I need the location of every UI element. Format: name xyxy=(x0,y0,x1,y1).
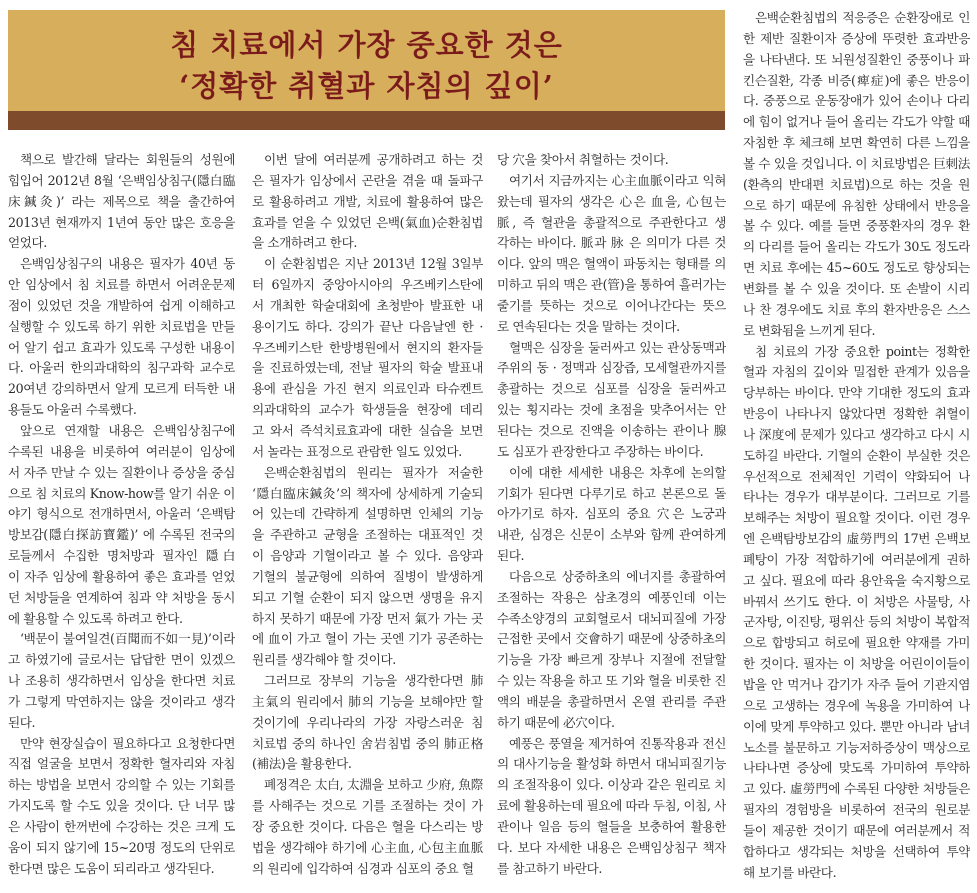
text-line: 된다. xyxy=(497,548,525,564)
paragraph xyxy=(497,338,726,463)
text-line: 로들께서 수집한 명처방과 필자인 隱白 xyxy=(8,548,235,564)
paragraph xyxy=(497,171,726,338)
text-line: 으로 합방되고 허로에 필요한 약재를 가미 xyxy=(743,635,970,651)
text-line: 책으로 발간해 달라는 회원들의 성원에 xyxy=(20,152,235,167)
text-line: 된다는 것으로 진액을 이송하는 관이나 腺 xyxy=(497,422,726,438)
text-line: 脈, 즉 혈관을 총괄적으로 주관한다고 생 xyxy=(497,214,726,230)
text-line: 면 치료 후에는 45~60도 정도로 향상되는 xyxy=(743,260,970,276)
text-line: 다. 보다 자세한 내용은 은백임상침구 책자 xyxy=(497,839,726,855)
text-line: 를 참고하기 바란다. xyxy=(497,860,602,876)
text-line: 효과를 얻을 수 있었던 은백(氣血)순환침법 xyxy=(252,214,483,230)
text-line: 합하다고 생각되는 처방을 선택하여 투약 xyxy=(743,843,970,859)
text-line: 으로 침 치료의 Know-how를 알기 쉬운 이 xyxy=(8,485,235,501)
text-line: 있는 횡지라는 것에 초점을 맞추어서는 안 xyxy=(497,402,726,418)
text-line: 밥을 안 먹거나 감기가 자주 들어 기관지염 xyxy=(743,677,970,692)
text-line: 은백순환침법의 원리는 필자가 저술한 xyxy=(264,464,483,480)
headline-banner xyxy=(8,10,725,130)
text-line: 하는 방법을 보면서 강의할 수 있는 기회를 xyxy=(8,777,235,793)
text-line: 가 그렇게 막연하지는 않을 것이라고 생각 xyxy=(8,693,235,709)
text-line: 수록된 내용을 비롯하여 여러분이 임상에 xyxy=(8,443,235,459)
text-line: 이에 대한 세세한 내용은 차후에 논의할 xyxy=(509,464,726,480)
text-line: 은백순환침법의 적응증은 순환장애로 인 xyxy=(755,10,970,25)
text-line: 직접 얼굴을 보면서 정확한 혈자리와 자침 xyxy=(8,756,235,772)
text-line: 료에 활용하는데 필요에 따라 두침, 이침, 사 xyxy=(497,798,726,814)
text-line: 다. 아울러 한의과대학의 침구과학 교수로 xyxy=(8,360,235,376)
text-line: 로 변화됨을 느끼게 된다. xyxy=(743,322,876,338)
text-line: 여기서 지금까지는 心主血脈이라고 익혀 xyxy=(509,172,726,188)
text-line: 만약 현장실습이 필요하다고 요청한다면 xyxy=(20,735,235,751)
text-line: 필자의 경험방을 비롯하여 전국의 원로분 xyxy=(743,802,970,818)
text-line: 다음으로 상중하초의 에너지를 총괄하여 xyxy=(509,568,726,584)
text-line: 줄기를 뜻하는 것으로 이어나간다는 뜻으 xyxy=(497,297,726,313)
paragraph xyxy=(743,342,970,884)
text-line: 한 제반 질환이자 증상에 뚜렷한 효과반응 xyxy=(743,30,970,46)
paragraph xyxy=(252,671,483,775)
text-line: 움이 되지 않기에 15~20명 정도의 단위로 xyxy=(8,839,235,855)
text-line: 나 深度에 문제가 있다고 생각하고 다시 시 xyxy=(743,426,970,442)
text-line: (補法)을 활용한다. xyxy=(252,756,352,772)
headline-underbar xyxy=(8,111,725,130)
text-line: 은백임상침구의 내용은 필자가 40년 동 xyxy=(20,256,235,272)
paragraph xyxy=(497,150,726,171)
text-line: 타나는 경우가 대부분이다. 그러므로 기를 xyxy=(743,489,970,505)
text-line: 보해주는 처방이 필요할 것이다. 이런 경우 xyxy=(743,510,970,526)
text-line: 에 힘이 없거나 들어 올리는 각도가 약할 때 xyxy=(743,114,970,130)
text-line: 그러므로 장부의 기능을 생각한다면 肺 xyxy=(264,673,483,689)
article-column-3 xyxy=(497,150,726,885)
text-line: 한 것이다. 필자는 이 처방을 어린이이들이 xyxy=(743,656,970,672)
text-line: ‘隱白臨床鍼灸’의 책자에 상세하게 기술되 xyxy=(252,485,483,501)
text-line: 나 찬 경우에도 치료 후의 환자반응은 스스 xyxy=(743,301,970,317)
text-line: 아가기로 하자. 심포의 중요 穴은 노궁과 xyxy=(497,506,726,522)
text-line: 어 알기 쉽고 효과가 있도록 구성한 내용이 xyxy=(8,339,235,355)
text-line: 당 穴을 찾아서 취혈하는 것이다. xyxy=(497,152,669,167)
text-line: 터 6일까지 중앙아시아의 우즈베키스탄에 xyxy=(252,277,483,293)
text-line: 반응이 나타나지 않았다면 정확한 취혈이 xyxy=(743,406,970,422)
text-line: 용들도 아울러 수록했다. xyxy=(8,402,137,418)
text-line: 주위의 동 · 정맥과 심장즙, 모세혈관까지를 xyxy=(497,360,726,376)
paragraph xyxy=(252,254,483,462)
text-line: 들이 제공한 것이기 때문에 여러분께서 적 xyxy=(743,822,970,838)
text-line: 을 진료하였는데, 전날 필자의 학술 발표내 xyxy=(252,360,483,376)
text-line: 가지도록 할 수도 있을 것이다. 단 너무 많 xyxy=(8,798,235,814)
text-line: 어 있는데 간략하게 설명하면 인체의 기능 xyxy=(252,506,483,522)
text-line: 서 자주 만날 수 있는 질환이나 증상을 중심 xyxy=(8,464,235,480)
text-line: 고 하였기에 글로서는 답답한 면이 있겠으 xyxy=(8,652,235,668)
text-line: 용이기도 하다. 강의가 끝난 다음날엔 한 · xyxy=(252,318,483,334)
text-line: 은 사람이 한꺼번에 수강하는 것은 크게 도 xyxy=(8,819,235,834)
paragraph xyxy=(252,775,483,879)
text-line: 을 주관하고 균형을 조절하는 대표적인 것 xyxy=(252,527,483,543)
text-line: 에 血이 가고 혈이 가는 곳엔 기가 공존하는 xyxy=(252,631,483,647)
text-line: 던 처방들을 연계하여 침과 약 처방을 동시 xyxy=(8,589,235,605)
text-line: 에 활용할 수 있도록 하려고 한다. xyxy=(8,610,183,626)
text-line: 야기 형식으로 전개하면서, 아울러 ‘은백탐 xyxy=(8,506,235,522)
paragraph xyxy=(497,463,726,567)
text-line: 도 심포가 관장한다고 주장하는 바이다. xyxy=(497,443,704,459)
text-line: 기능을 가장 빠르게 장부나 지절에 전달할 xyxy=(497,652,726,668)
text-line: 치료법 중의 하나인 舍岩침법 중의 肺正格 xyxy=(252,735,483,751)
text-line: 도하길 바란다. 기혈의 순환이 부실한 것은 xyxy=(743,447,970,463)
text-line: 자침한 후 체크해 보면 확연히 다른 느낌을 xyxy=(743,135,970,151)
text-line: 관이나 일음 등의 혈들을 보충하여 활용한 xyxy=(497,819,726,834)
text-line: 를 사해주는 것으로 기를 조절하는 것이 가 xyxy=(252,798,483,814)
text-line: 것이기에 우리나라의 가장 자랑스러운 침 xyxy=(252,714,483,730)
text-line: 의 다리를 들어 올리는 각도가 30도 정도라 xyxy=(743,239,970,255)
text-line: 의 대사기능을 활성화 하면서 대뇌피질기능 xyxy=(497,756,726,772)
paragraph xyxy=(252,150,483,254)
text-line: 바꿔서 쓰기도 한다. 이 처방은 사물탕, 사 xyxy=(743,593,970,609)
article-column-2 xyxy=(252,150,483,885)
text-line: 조절하는 작용은 삼초경의 예풍인데 이는 xyxy=(497,589,726,605)
text-line: 볼 수 있다. 예를 들면 중풍환자의 경우 환 xyxy=(743,218,970,234)
article-column-1 xyxy=(8,150,235,885)
paragraph xyxy=(497,567,726,734)
text-line: 고 있다. 虛勞門에 수록된 다양한 처방들은 xyxy=(743,781,970,797)
text-line: 방보감(隱白探訪寶鑑)’ 에 수록된 전국의 xyxy=(8,527,235,543)
text-line: 床鍼灸)’ 라는 제목으로 책을 출간하여 xyxy=(8,193,235,209)
text-line: 안 임상에서 침 치료를 하면서 어려운문제 xyxy=(8,277,235,293)
text-line: 점이 있었던 것을 개발하여 쉽게 이해하고 xyxy=(8,297,235,313)
paragraph xyxy=(8,421,235,629)
text-line: 액의 배분을 총괄하면서 온열 관리를 주관 xyxy=(497,693,726,709)
paragraph xyxy=(8,629,235,733)
text-line: 한다면 많은 도움이 되리라고 생각된다. xyxy=(8,860,215,876)
text-line: 예풍은 풍열을 제거하여 진통작용과 전신 xyxy=(509,735,726,751)
text-line: 우즈베키스탄 한방병원에서 현지의 환자들 xyxy=(252,339,483,355)
text-line: 이번 달에 여러분께 공개하려고 하는 것 xyxy=(264,152,483,167)
text-line: 로 활용하려고 개발, 치료에 활용하여 많은 xyxy=(252,193,483,209)
paragraph xyxy=(743,8,970,342)
text-line: 혈과 자침의 깊이와 밀접한 관계가 있음을 xyxy=(743,364,970,380)
text-line: 킨슨질환, 각종 비증(痺症)에 좋은 반응이 xyxy=(743,72,970,88)
article-column-4 xyxy=(743,8,970,888)
text-line: 기회가 된다면 다루기로 하고 본론으로 돌 xyxy=(497,485,726,501)
text-line: 해 보기를 바란다. xyxy=(743,864,837,880)
text-line: 의 원리에 입각하여 심경과 심포의 중요 혈 xyxy=(252,860,474,876)
text-line: 이 음양과 기혈이라고 볼 수 있다. 음양과 xyxy=(252,548,483,564)
text-line: 왔는데 필자의 생각은 心은 血을, 心包는 xyxy=(497,193,726,209)
text-line: 나 조용히 생각하면서 임상을 한다면 치료 xyxy=(8,673,235,689)
text-line: 하지 못하기 때문에 가장 먼저 氣가 가는 곳 xyxy=(252,610,483,626)
text-line: 하기 때문에 必穴이다. xyxy=(497,714,615,730)
text-line: 을 소개하려고 한다. xyxy=(252,235,357,251)
text-line: 이다. 앞의 맥은 혈액이 파동치는 형태를 의 xyxy=(497,256,726,272)
text-line: 기혈의 불균형에 의하여 질병이 발생하게 xyxy=(252,568,483,584)
text-line: 서 개최한 학술대회에 초청받아 발표한 내 xyxy=(252,297,483,313)
text-line: 미하고 뒤의 맥은 관(管)을 통하여 흘러가는 xyxy=(497,277,726,293)
text-line: 우선적으로 전체적인 기력이 약화되어 나 xyxy=(743,468,970,484)
text-line: 장 중요한 것이다. 다음은 혈을 다스리는 방 xyxy=(252,819,483,834)
text-line: 고 와서 즉석치료효과에 대한 실습을 보면 xyxy=(252,422,483,438)
text-line: 노소를 불문하고 기능저하증상이 맥상으로 xyxy=(743,739,970,755)
text-line: 으로 고생하는 경우에 녹용을 가미하여 나 xyxy=(743,697,970,713)
text-line: 고 싶다. 필요에 따라 용안육을 숙지황으로 xyxy=(743,572,970,588)
text-line: 각하는 바이다. 脈과 脉 은 의미가 다른 것 xyxy=(497,235,726,251)
paragraph xyxy=(252,463,483,671)
text-line: 엔 은백탐방보감의 虛勞門의 17번 은백보 xyxy=(743,531,970,547)
text-line: 원리를 생각해야 할 것이다. xyxy=(252,652,396,668)
text-line: 2013년 현재까지 1년여 동안 많은 호응을 xyxy=(8,214,235,230)
text-line: 된다. xyxy=(8,714,36,730)
paragraph xyxy=(8,734,235,880)
text-line: 은 필자가 임상에서 곤란을 겪을 때 돌파구 xyxy=(252,172,483,188)
text-line: 법을 생각해야 하기에 心主血, 心包主血脈 xyxy=(252,839,483,855)
text-line: 로 연속된다는 것을 말하는 것이다. xyxy=(497,318,680,334)
text-line: 내관, 심경은 신문이 소부와 함께 관여하게 xyxy=(497,527,726,543)
text-line: 총괄하는 것으로 심포를 심장을 둘러싸고 xyxy=(497,381,726,397)
text-line: 의과대학의 교수가 학생들을 현장에 데리 xyxy=(252,402,483,418)
text-line: 폐정격은 太白, 太淵을 보하고 少府, 魚際 xyxy=(264,777,483,793)
text-line: 이에 맞게 투약하고 있다. 뿐만 아니라 남녀 xyxy=(743,718,970,734)
text-line: 다. 중풍으로 운동장애가 있어 손이나 다리 xyxy=(743,93,970,109)
text-line: 힘입어 2012년 8월 ‘은백임상침구(隱白臨 xyxy=(8,172,235,188)
text-line: 실행할 수 있도록 하기 위한 치료법을 만들 xyxy=(8,318,235,334)
text-line: 서 놀라는 표정으로 관람한 일도 있었다. xyxy=(252,443,462,459)
text-line: 20여년 강의하면서 알게 모르게 터득한 내 xyxy=(8,381,235,397)
paragraph xyxy=(497,734,726,880)
text-line: (환측의 반대편 치료법)으로 하는 것을 원 xyxy=(743,176,970,192)
text-line: ‘백문이 불여일견(百聞而不如一見)’이라 xyxy=(20,631,235,647)
text-line: 나타나면 증상에 맞도록 가미하여 투약하 xyxy=(743,760,970,776)
text-line: 主氣의 원리에서 肺의 기능을 보해야만 할 xyxy=(252,693,483,709)
text-line: 볼 수 있을 것입니다. 이 치료방법은 巨刺法 xyxy=(743,155,970,171)
text-line: 침 치료의 가장 중요한 point는 정확한 xyxy=(755,343,970,359)
text-line: 근접한 곳에서 交會하기 때문에 상중하초의 xyxy=(497,631,726,647)
paragraph xyxy=(8,254,235,421)
text-line: 군자탕, 이진탕, 평위산 등의 처방이 복합적 xyxy=(743,614,970,630)
text-line: 의 조절작용이 있다. 이상과 같은 원리로 치 xyxy=(497,777,726,793)
text-line: 얻었다. xyxy=(8,235,47,251)
text-line: 당부하는 바이다. 만약 기대한 정도의 효과 xyxy=(743,385,970,401)
text-line: 수 있는 작용을 하고 또 기와 혈을 비롯한 진 xyxy=(497,673,726,689)
text-line: 용에 관심을 가진 현지 의료인과 타슈켄트 xyxy=(252,381,483,397)
headline-line-1: 침 치료에서 가장 중요한 것은 xyxy=(170,28,563,62)
text-line: 되고 기혈 순환이 되지 않으면 생명을 유지 xyxy=(252,589,483,605)
text-line: 앞으로 연재할 내용은 은백임상침구에 xyxy=(20,422,235,438)
text-line: 을 나타낸다. 또 뇌원성질환인 중풍이나 파 xyxy=(743,51,970,67)
text-line: 변화를 볼 수 있을 것이다. 또 손발이 시리 xyxy=(743,280,970,296)
text-line: 으로 하기 때문에 유침한 상태에서 반응을 xyxy=(743,197,970,213)
headline-line-2: ‘정확한 취혈과 자침의 깊이’ xyxy=(179,69,554,103)
text-line: 혈맥은 심장을 둘러싸고 있는 관상동맥과 xyxy=(509,339,726,355)
text-line: 수족소양경의 교회혈로서 대뇌피질에 가장 xyxy=(497,610,726,626)
text-line: 폐탕이 가장 적합하기에 여러분에게 권하 xyxy=(743,551,970,567)
text-line: 이 자주 임상에 활용하여 좋은 효과를 얻었 xyxy=(8,568,235,584)
paragraph xyxy=(8,150,235,254)
text-line: 이 순환침법은 지난 2013년 12월 3일부 xyxy=(264,256,483,272)
